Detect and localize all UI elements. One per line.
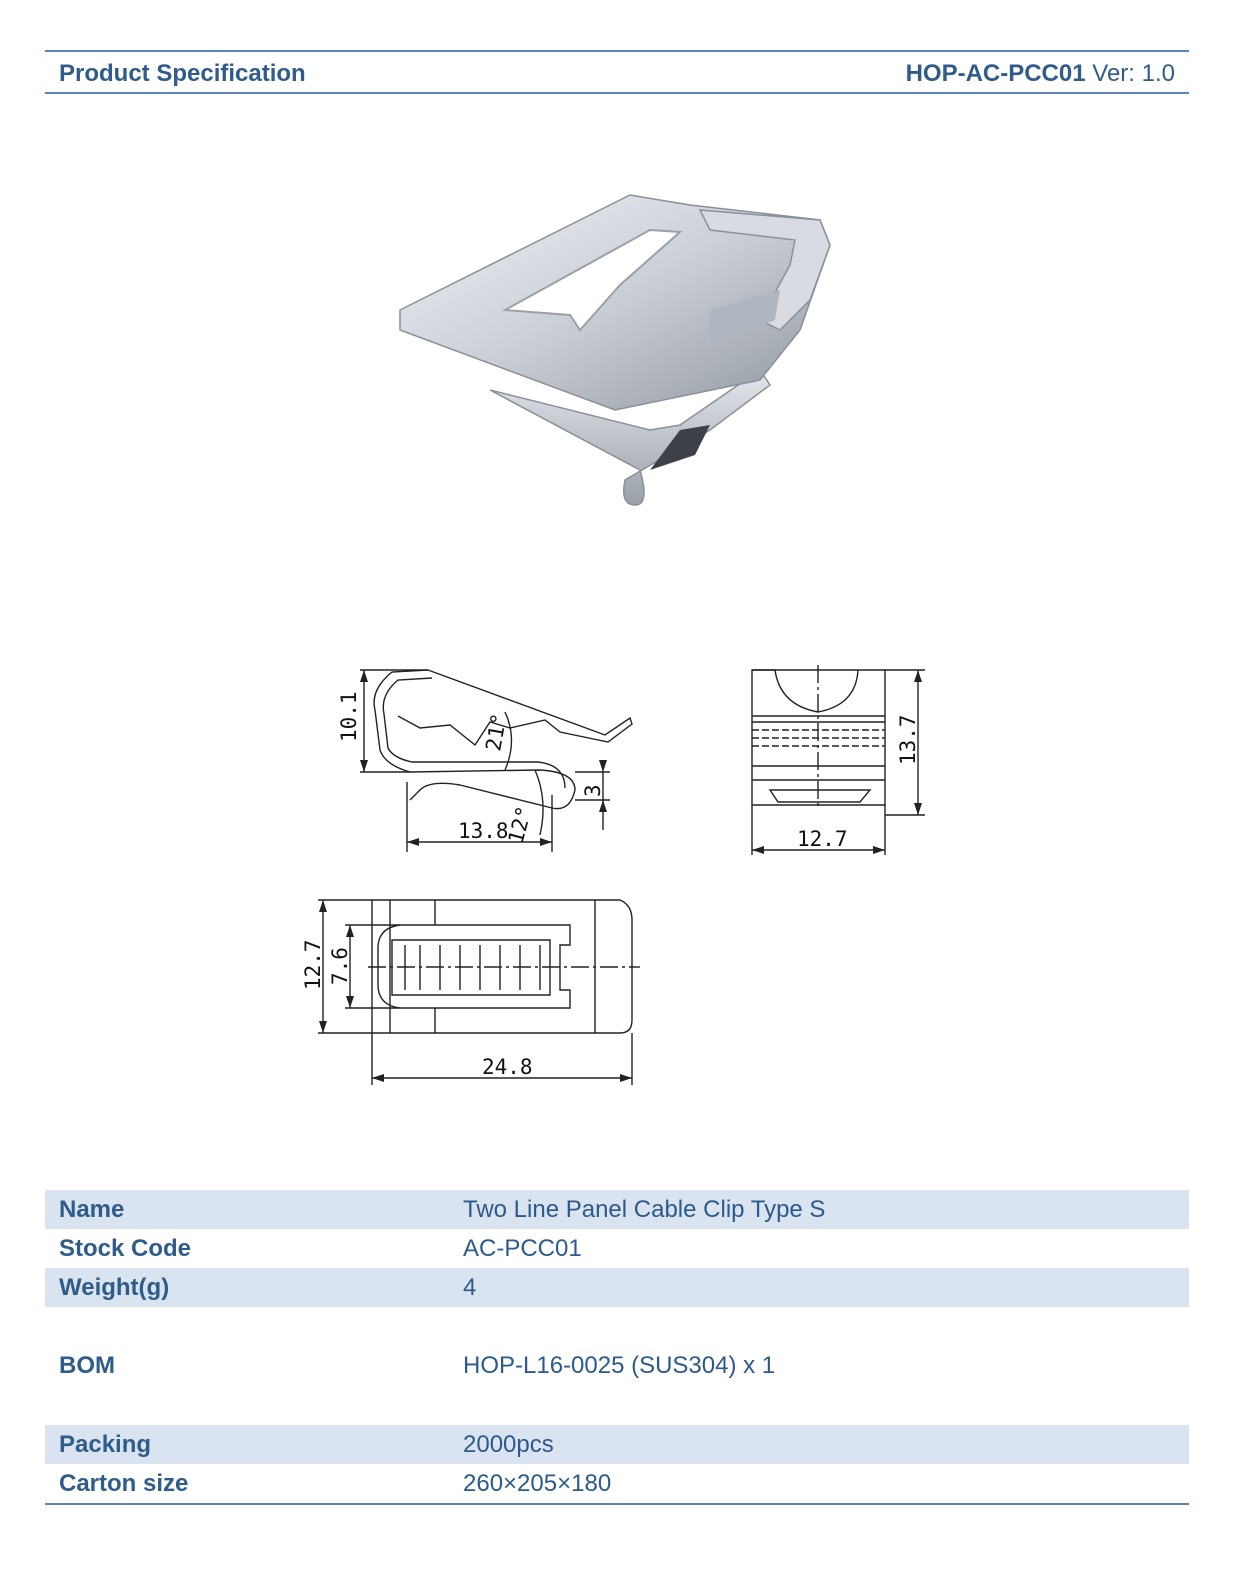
dim-angle-bottom: 12° <box>503 803 537 847</box>
spec-row-packing <box>45 1425 1189 1464</box>
dim-top-inner: 7.6 <box>328 947 352 985</box>
spec-label: BOM <box>59 1352 115 1379</box>
dim-top-width: 12.7 <box>301 939 325 990</box>
dim-front-height: 13.7 <box>896 714 920 765</box>
spec-label: Weight(g) <box>45 1268 449 1307</box>
spec-row-name <box>45 1190 1189 1229</box>
spec-value: 260×205×180 <box>449 1464 1189 1504</box>
version-label: Ver: 1.0 <box>1092 60 1175 87</box>
dim-top-length: 24.8 <box>482 1055 533 1079</box>
top-view-drawing <box>318 900 640 1085</box>
spec-row-carton-size <box>45 1464 1189 1504</box>
spec-label: Carton size <box>45 1464 449 1504</box>
dim-side-height: 10.1 <box>337 691 361 742</box>
dim-angle-top: 21° <box>481 711 512 753</box>
dim-gap: 3 <box>581 784 605 797</box>
dim-bottom-length: 13.8 <box>458 819 509 843</box>
product-code: HOP-AC-PCC01 <box>905 60 1086 87</box>
spec-label: Name <box>45 1190 449 1229</box>
spec-value: 4 <box>449 1268 1189 1307</box>
spec-value: HOP-L16-0025 (SUS304) x 1 <box>463 1352 776 1379</box>
spec-row-weight <box>45 1268 1189 1307</box>
spec-value: AC-PCC01 <box>463 1234 582 1262</box>
spec-label: Stock Code <box>59 1234 192 1262</box>
spec-value: 2000pcs <box>449 1425 1189 1464</box>
spec-row-stock-code <box>45 1229 1189 1268</box>
spec-row-bom <box>45 1307 1189 1425</box>
spec-label: Packing <box>45 1425 449 1464</box>
spec-value: Two Line Panel Cable Clip Type S <box>449 1190 1189 1229</box>
spec-table <box>45 1190 1189 1505</box>
dim-front-width: 12.7 <box>797 827 848 851</box>
document-title: Product Specification <box>59 60 306 87</box>
